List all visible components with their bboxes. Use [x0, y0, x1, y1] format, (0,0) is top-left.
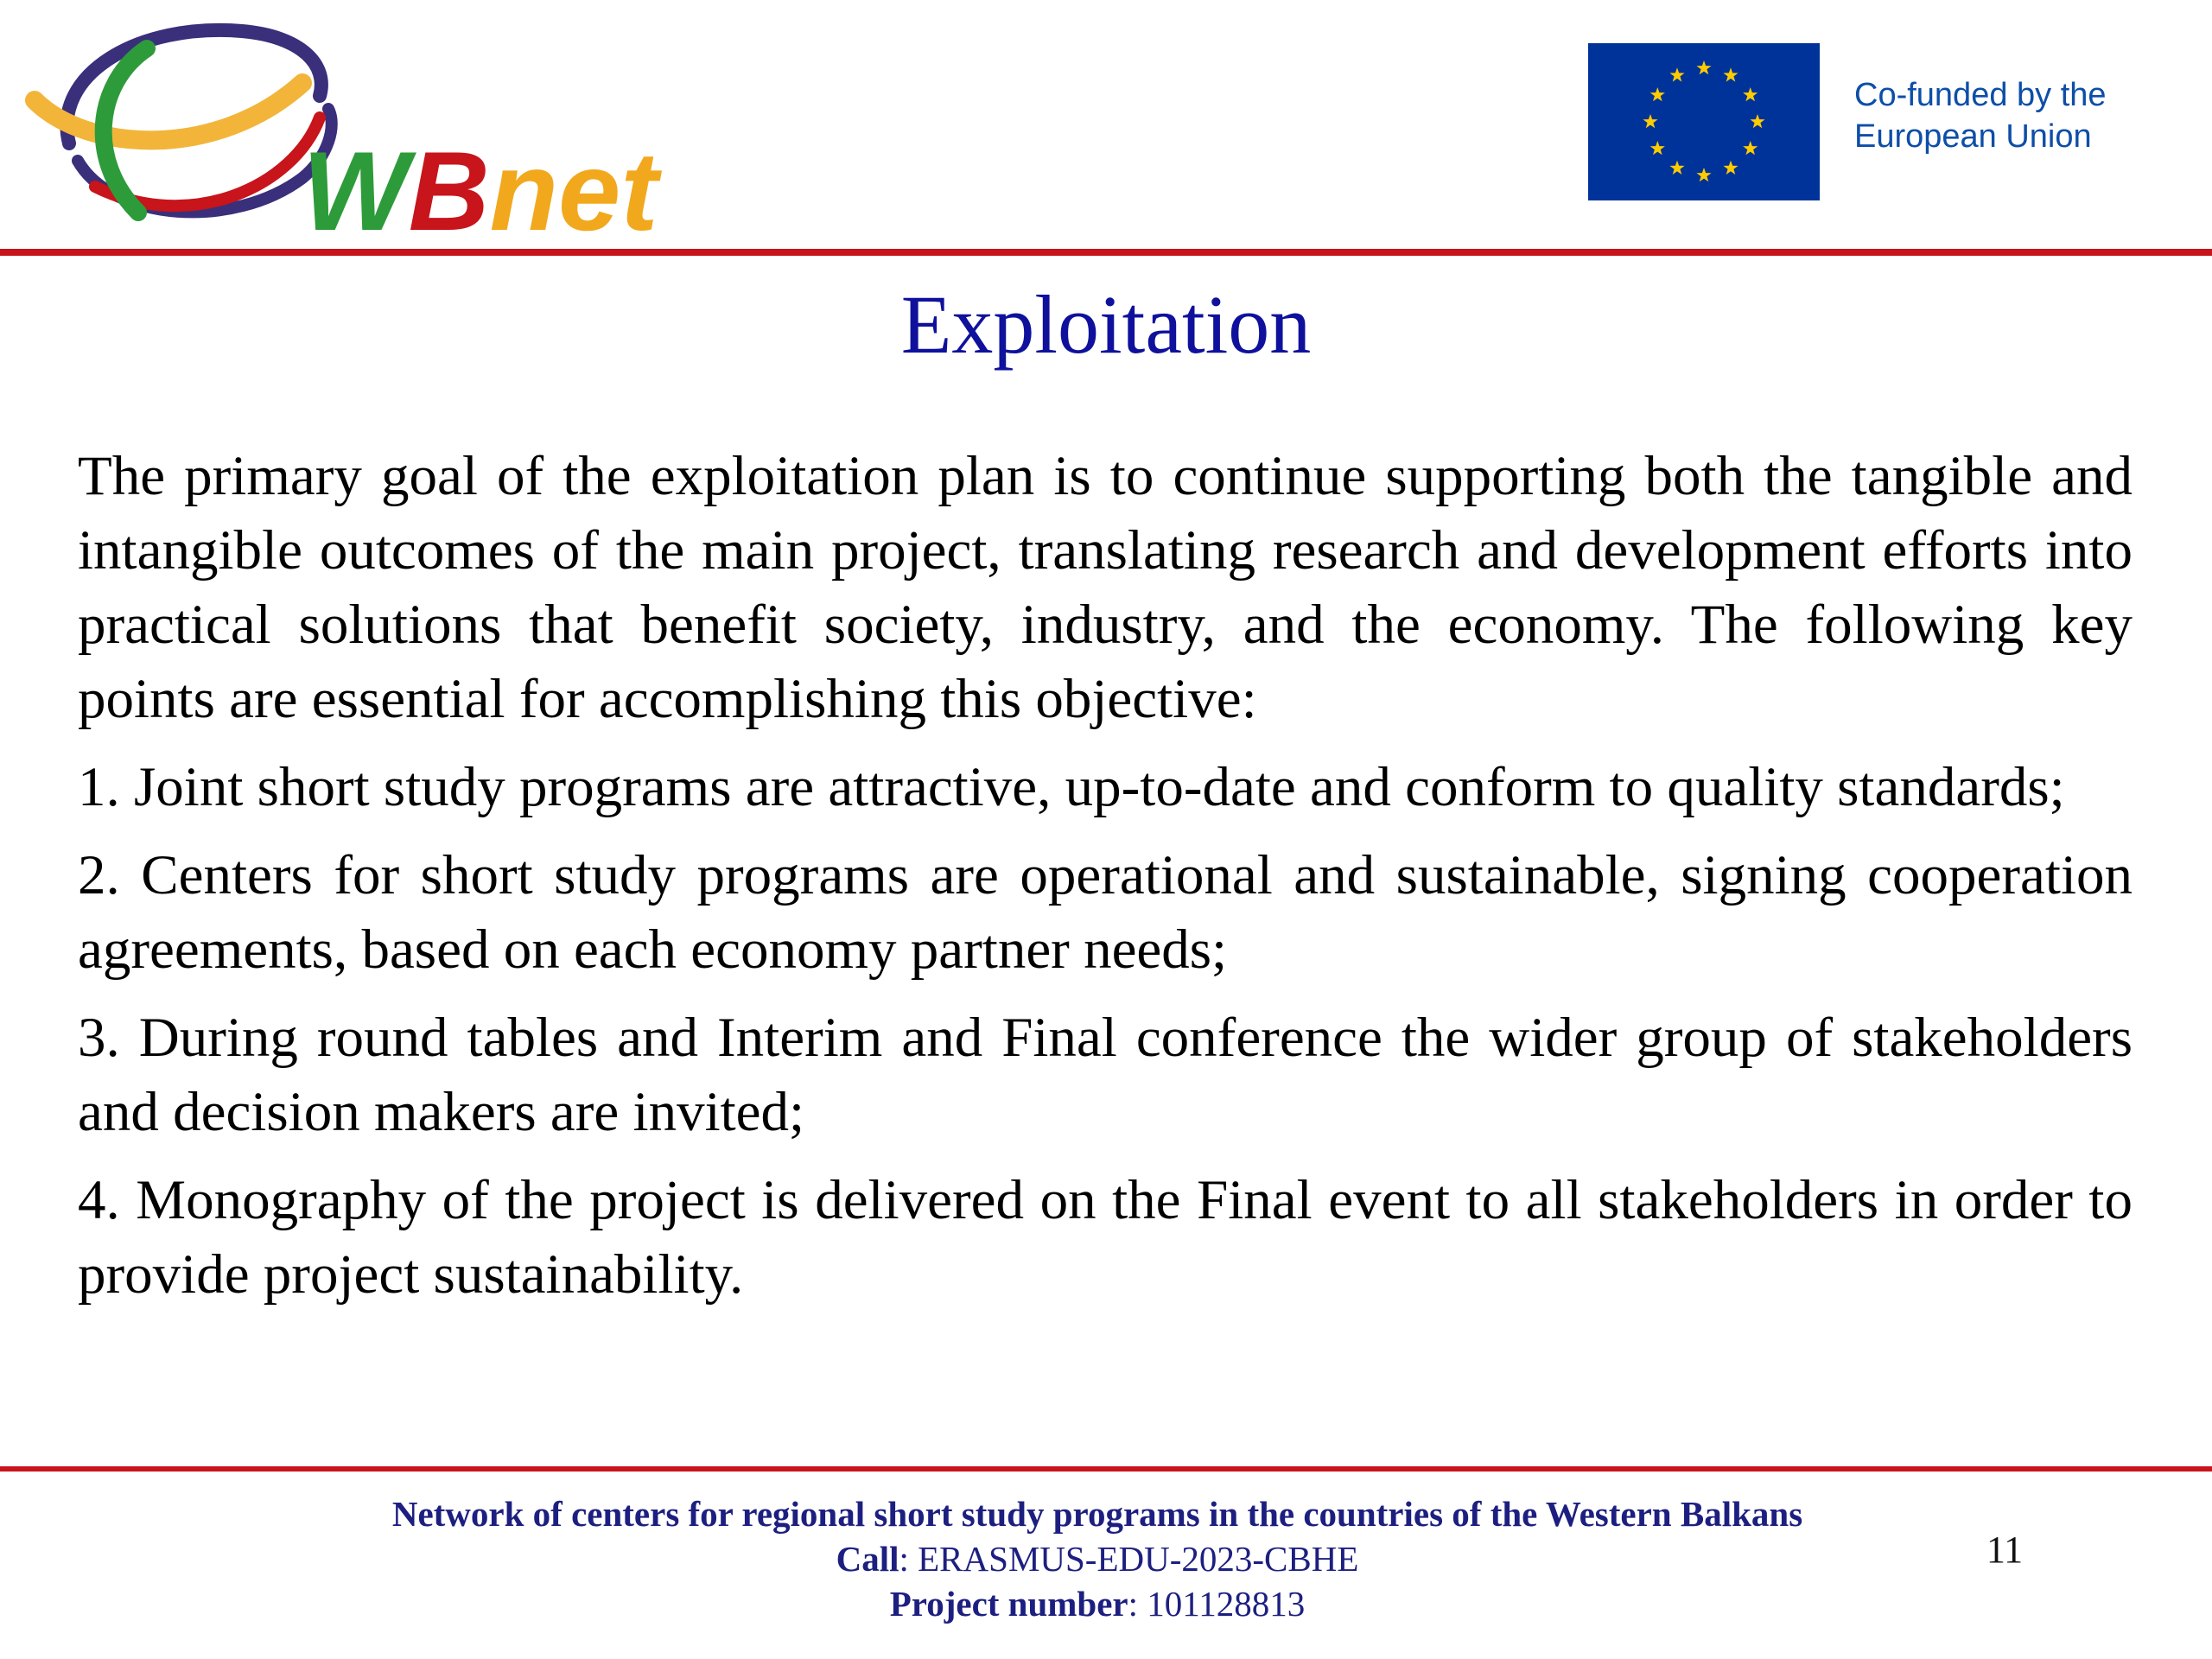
- footer-project-value: : 101128813: [1128, 1584, 1306, 1624]
- footer-project-label: Project number: [889, 1584, 1128, 1624]
- footer-call-label: Call: [836, 1539, 899, 1579]
- key-point-1: 1. Joint short study programs are attractive, up-to-date and conform to quality standards;: [78, 756, 2065, 818]
- wbnet-logo: [17, 14, 709, 247]
- eu-flag-icon: [1588, 43, 1820, 200]
- footer-call-value: : ERASMUS-EDU-2023-CBHE: [899, 1539, 1359, 1579]
- eu-text-line-2: European Union: [1854, 118, 2092, 155]
- page-number: 11: [1986, 1529, 2024, 1571]
- slide-title: Exploitation: [900, 278, 1312, 371]
- key-point-4: 4. Monography of the project is delivered on the Final event to all stakeholders in order to provide project sustainability.: [78, 1169, 2133, 1306]
- intro-paragraph: The primary goal of the exploitation plan is to continue supporting both the tangible and intangible outcomes of the main project, translating research and development efforts into practical solutions that benefit society, industry, and the economy. The following key points are essential for accomplishing this objective:: [78, 445, 2133, 730]
- footer-divider: [0, 1466, 2212, 1471]
- header-divider: [0, 249, 2212, 256]
- svg-text:WBnet: WBnet: [302, 128, 658, 247]
- footer-project: [0, 1581, 2195, 1626]
- eu-cofunding-block: [1588, 41, 2176, 202]
- key-point-2: 2. Centers for short study programs are operational and sustainable, signing cooperation agreements, based on each economy partner needs;: [78, 844, 2133, 981]
- footer: [0, 1491, 2195, 1626]
- eu-cofunding-text: [1854, 74, 2107, 157]
- eu-text-line-1: Co-funded by the: [1854, 77, 2107, 113]
- slide-body: [78, 439, 2133, 1325]
- footer-network-title: Network of centers for regional short study programs in the countries of the Western Balkans: [391, 1494, 1803, 1534]
- key-point-3: 3. During round tables and Interim and Final conference the wider group of stakeholders and decision makers are invited;: [78, 1007, 2133, 1143]
- footer-call: [0, 1536, 2195, 1581]
